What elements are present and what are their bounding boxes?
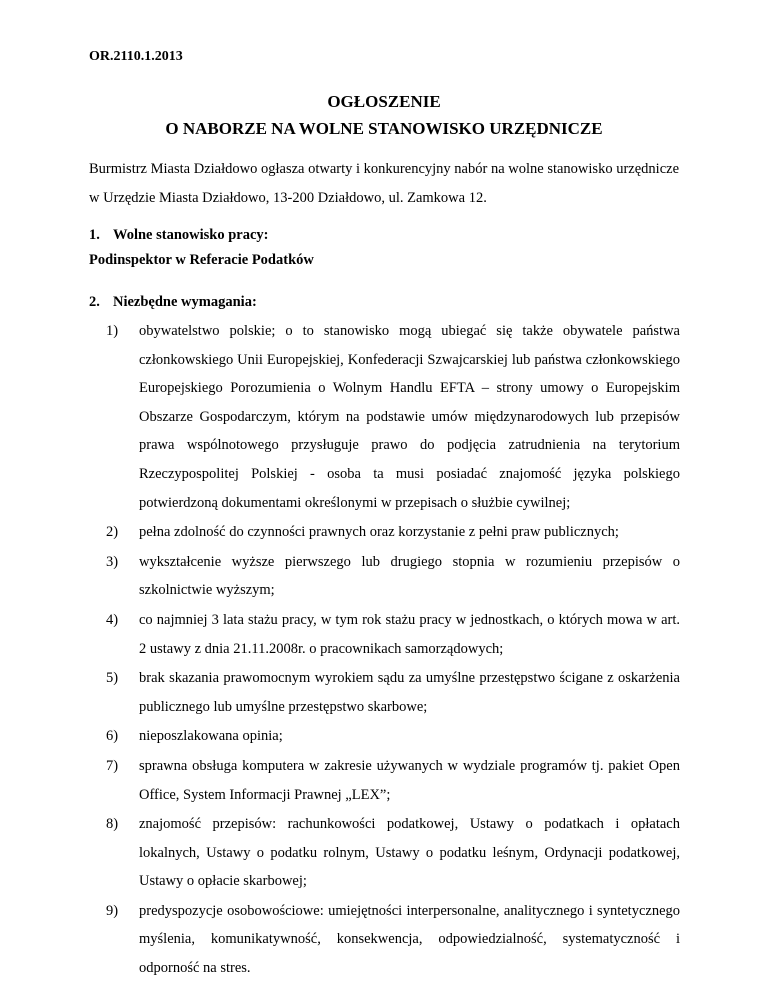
list-item-number: 9)	[106, 902, 119, 919]
list-item-number: 3)	[106, 553, 119, 570]
list-item	[106, 897, 680, 983]
section-2-heading	[89, 292, 257, 312]
document-title: OGŁOSZENIE	[327, 92, 441, 111]
list-item-text: co najmniej 3 lata stażu pracy, w tym rok stażu pracy w jednostkach, o których mowa w art. 2 ustawy z dnia 21.11.2008r. o pracownikach samorządowych;	[139, 611, 680, 657]
list-item-number: 5)	[106, 670, 119, 687]
list-item-text: obywatelstwo polskie; o to stanowisko mogą ubiegać się także obywatele państwa członkowskiego Unii Europejskiej, Konfederacji Szwajcarskiej lub państwa członkowskiego Europejskiego Porozumienia o Wolnym Handlu EFTA – strony umowy o Europejskim Obszarze Gospodarczym, którym na podstawie umów międzynarodowych lub przepisów prawa wspólnotowego przysługuje prawo do podjęcia zatrudnienia na terytorium Rzeczypospolitej Polskiej - osoba ta musi posiadać znajomość języka polskiego potwierdzoną dokumentami określonymi w przepisach o służbie cywilnej;	[139, 323, 680, 511]
list-item-text: nieposzlakowana opinia;	[139, 728, 283, 745]
list-item	[106, 518, 680, 547]
list-item-number: 4)	[106, 611, 119, 628]
section-1-number: 1.	[89, 227, 100, 243]
list-item-text: pełna zdolność do czynności prawnych oraz korzystanie z pełni praw publicznych;	[139, 524, 619, 541]
list-item-number: 6)	[106, 728, 119, 745]
list-item-number: 7)	[106, 757, 119, 774]
section-2-title: Niezbędne wymagania:	[113, 294, 257, 310]
list-item	[106, 548, 680, 605]
document-subtitle: O NABORZE NA WOLNE STANOWISKO URZĘDNICZE	[165, 119, 603, 138]
reference-number: OR.2110.1.2013	[89, 49, 183, 64]
list-item-text: brak skazania prawomocnym wyrokiem sądu za umyślne przestępstwo ścigane z oskarżenia publicznego lub umyślne przestępstwo skarbowe;	[139, 670, 680, 715]
section-1-heading	[89, 225, 269, 245]
job-position: Podinspektor w Referacie Podatków	[89, 252, 314, 268]
section-2-number: 2.	[89, 294, 100, 310]
list-item-text: znajomość przepisów: rachunkowości podatkowej, Ustawy o podatkach i opłatach lokalnych, Ustawy o podatku rolnym, Ustawy o podatku leśnym, Ordynacji podatkowej, Ustawy o opłacie skarbowej;	[139, 816, 680, 890]
list-item-text: sprawna obsługa komputera w zakresie używanych w wydziale programów tj. pakiet Open Office, System Informacji Prawnej „LEX”;	[139, 757, 680, 803]
intro-paragraph: Burmistrz Miasta Działdowo ogłasza otwarty i konkurencyjny nabór na wolne stanowisko urzędnicze w Urzędzie Miasta Działdowo, 13-200 Działdowo, ul. Zamkowa 12.	[89, 161, 679, 206]
list-item-number: 2)	[106, 524, 119, 541]
list-item	[106, 664, 680, 721]
list-item-number: 1)	[106, 323, 119, 339]
list-item	[106, 810, 680, 896]
requirements-list	[106, 317, 680, 984]
list-item	[106, 722, 680, 751]
list-item-text: predyspozycje osobowościowe: umiejętności interpersonalne, analitycznego i syntetycznego myślenia, komunikatywność, konsekwencja, odpowiedzialność, systematyczność i odporność na stres.	[139, 902, 680, 977]
section-1-title: Wolne stanowisko pracy:	[113, 227, 269, 243]
list-item	[106, 752, 680, 809]
list-item-text: wykształcenie wyższe pierwszego lub drugiego stopnia w rozumieniu przepisów o szkolnictwie wyższym;	[139, 553, 680, 599]
list-item	[106, 317, 680, 517]
list-item	[106, 606, 680, 663]
list-item-number: 8)	[106, 816, 119, 833]
